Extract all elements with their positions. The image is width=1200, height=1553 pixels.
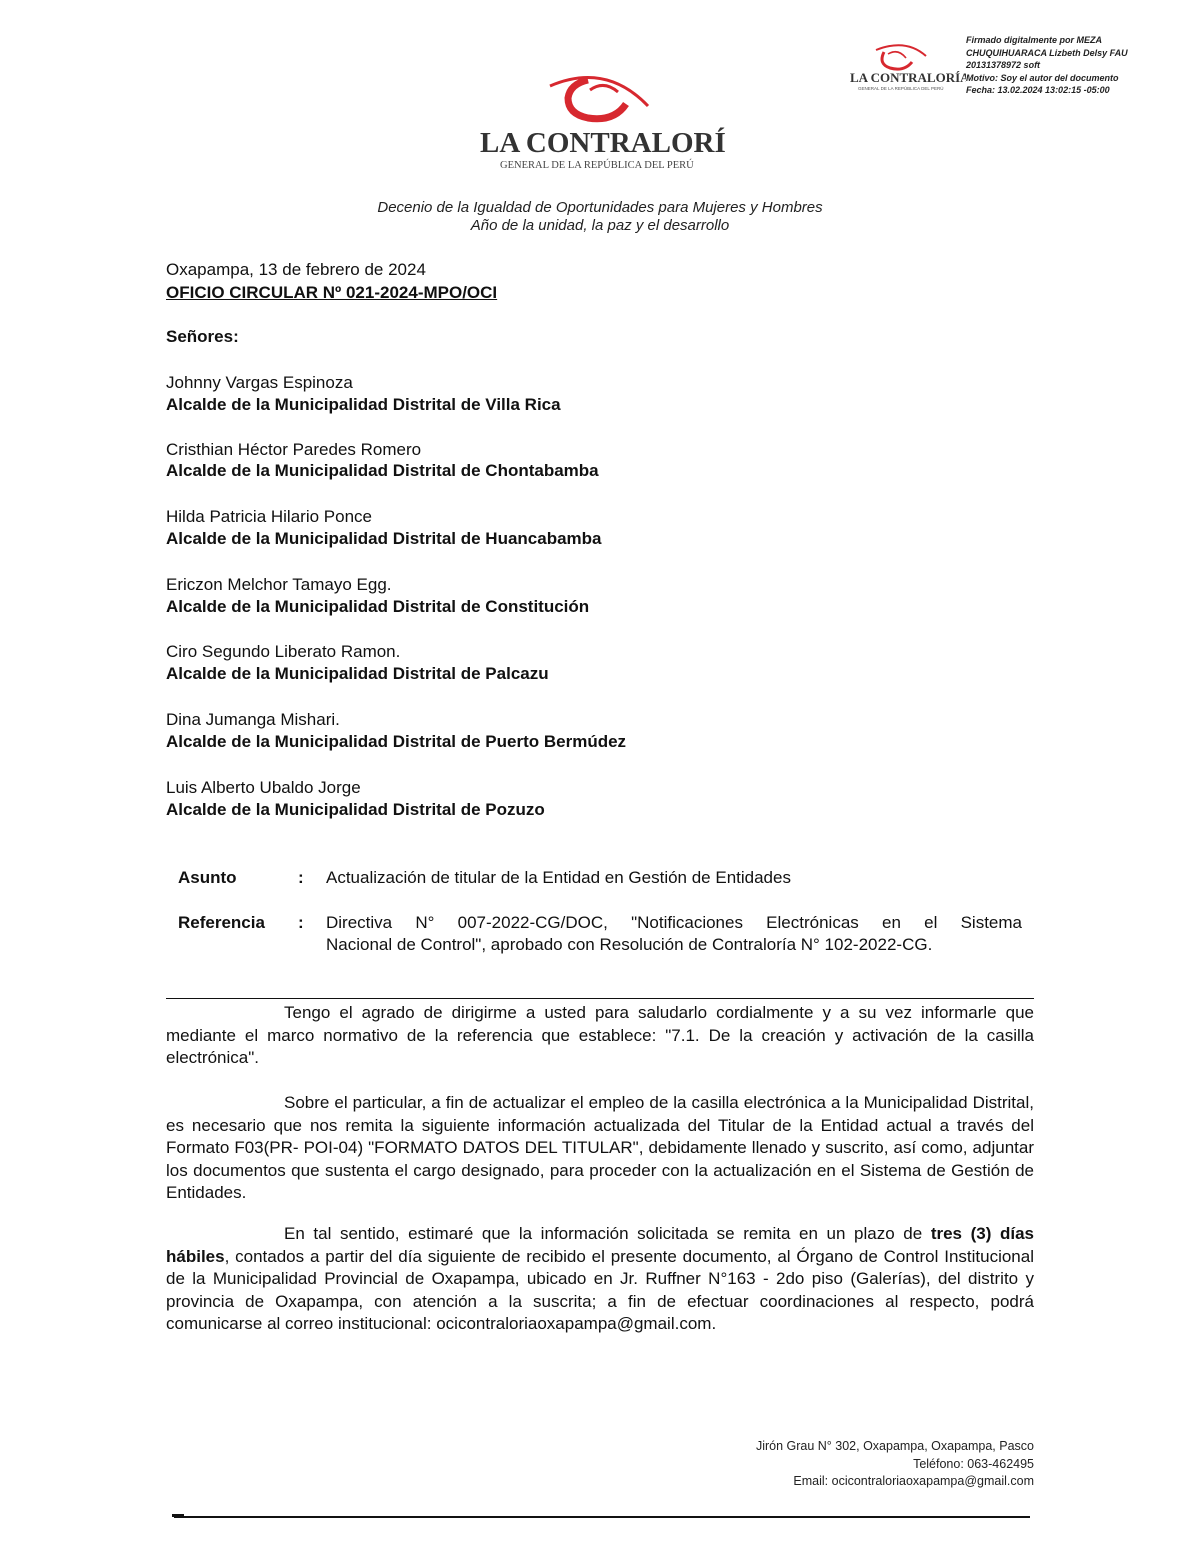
addressee-title: Alcalde de la Municipalidad Distrital de Pozuzo [166, 800, 545, 819]
addressee-title: Alcalde de la Municipalidad Distrital de Chontabamba [166, 461, 599, 480]
signature-line: 20131378972 soft [966, 60, 1041, 71]
addressee-name: Ciro Segundo Liberato Ramon. [166, 642, 401, 661]
place-date: Oxapampa, 13 de febrero de 2024 [166, 260, 426, 279]
addressee-title: Alcalde de la Municipalidad Distrital de Villa Rica [166, 395, 561, 414]
footer-phone: Teléfono: 063-462495 [913, 1456, 1034, 1471]
reference-colon: : [298, 913, 304, 932]
decade-motto: Decenio de la Igualdad de Oportunidades para Mujeres y Hombres [377, 199, 823, 216]
subject-colon: : [298, 868, 304, 887]
paragraph-3-text-end: , contados a partir del día siguiente de recibido el presente documento, al Órgano de Control Institucional de la Municipalidad Provincial de Oxapampa, ubicado en Jr. Ruffner N°163 - 2do piso (Galerías), del distrito y provincia de Oxapampa, con atención a la suscrita; a fin de efectuar coordinaciones al respecto, podrá comunicarse al correo institucional: ocicontraloriaoxapampa@gmail.com. [166, 1246, 1034, 1334]
signature-logo-subtext: GENERAL DE LA REPÚBLICA DEL PERÚ [858, 86, 944, 91]
addressee-name: Cristhian Héctor Paredes Romero [166, 440, 422, 459]
signature-line: Firmado digitalmente por MEZA [966, 35, 1103, 45]
footer-contact [756, 1438, 1034, 1491]
subject-label: Asunto [178, 868, 237, 887]
addressee-name: Luis Alberto Ubaldo Jorge [166, 778, 361, 797]
addressee-title: Alcalde de la Municipalidad Distrital de Constitución [166, 597, 590, 616]
addressee-name: Hilda Patricia Hilario Ponce [166, 507, 372, 526]
signature-stamp-logo [848, 40, 966, 92]
signature-line: CHUQUIHUARACA Lizbeth Delsy FAU [966, 47, 1128, 58]
logo-subtitle: GENERAL DE LA REPÚBLICA DEL PERÚ [500, 160, 694, 171]
addressee-name: Johnny Vargas Espinoza [166, 373, 353, 392]
paragraph-2-text: Sobre el particular, a fin de actualizar el empleo de la casilla electrónica a la Municipalidad Distrital, es necesario que nos remita la siguiente información actualizada del Titular de la Entidad actual a través del Formato F03(PR- POI-04) "FORMATO DATOS DEL TITULAR", debidamente llenado y suscrito, así como, adjuntar los documentos que sustenta el cargo designado, para proceder con la actualización en el Sistema de Gestión de Entidades. [166, 1093, 1034, 1203]
footer-address: Jirón Grau N° 302, Oxapampa, Oxapampa, Pasco [755, 1439, 1034, 1453]
reference-line-2: Nacional de Control", aprobado con Resolución de Contraloría N° 102-2022-CG. [326, 935, 933, 954]
addressee-title: Alcalde de la Municipalidad Distrital de Puerto Bermúdez [166, 732, 627, 751]
deadline-emphasis: tres (3) días hábiles [166, 1224, 1034, 1266]
logo-title: LA CONTRALORÍA [480, 127, 726, 159]
separator-line [166, 998, 1034, 999]
reference-line-1: Directiva N° 007-2022-CG/DOC, "Notificaciones Electrónicas en el Sistema [326, 913, 1022, 932]
footer-line [174, 1516, 1030, 1518]
salutation: Señores: [166, 327, 239, 346]
document-reference-number: OFICIO CIRCULAR Nº 021-2024-MPO/OCI [166, 283, 498, 302]
paragraph-1-text: Tengo el agrado de dirigirme a usted para saludarlo cordialmente y a su vez informarle que mediante el marco normativo de la referencia que establece: "7.1. De la creación y activación de la casilla electrónica". [166, 1003, 1034, 1068]
body-paragraph-2 [166, 1092, 1034, 1205]
year-motto: Año de la unidad, la paz y el desarrollo [470, 217, 730, 234]
body-paragraph-1 [166, 1002, 1034, 1070]
signature-logo-text: LA CONTRALORÍA [850, 70, 966, 85]
addressee-title: Alcalde de la Municipalidad Distrital de Huancabamba [166, 529, 602, 548]
signature-line: Fecha: 13.02.2024 13:02:15 -05:00 [966, 85, 1110, 96]
signature-line: Motivo: Soy el autor del documento [966, 72, 1119, 83]
addressee-name: Ericzon Melchor Tamayo Egg. [166, 575, 392, 594]
paragraph-3-text-start: En tal sentido, estimaré que la información solicitada se remita en un plazo de [284, 1224, 931, 1243]
subject-text: Actualización de titular de la Entidad en Gestión de Entidades [326, 868, 791, 887]
addressee-name: Dina Jumanga Mishari. [166, 710, 340, 729]
addressee-title: Alcalde de la Municipalidad Distrital de Palcazu [166, 664, 549, 683]
contraloria-logo [476, 66, 726, 176]
footer-email: Email: ocicontraloriaoxapampa@gmail.com [793, 1474, 1034, 1488]
reference-label: Referencia [178, 913, 265, 932]
digital-signature-text [966, 34, 1196, 97]
body-paragraph-3 [166, 1223, 1034, 1336]
